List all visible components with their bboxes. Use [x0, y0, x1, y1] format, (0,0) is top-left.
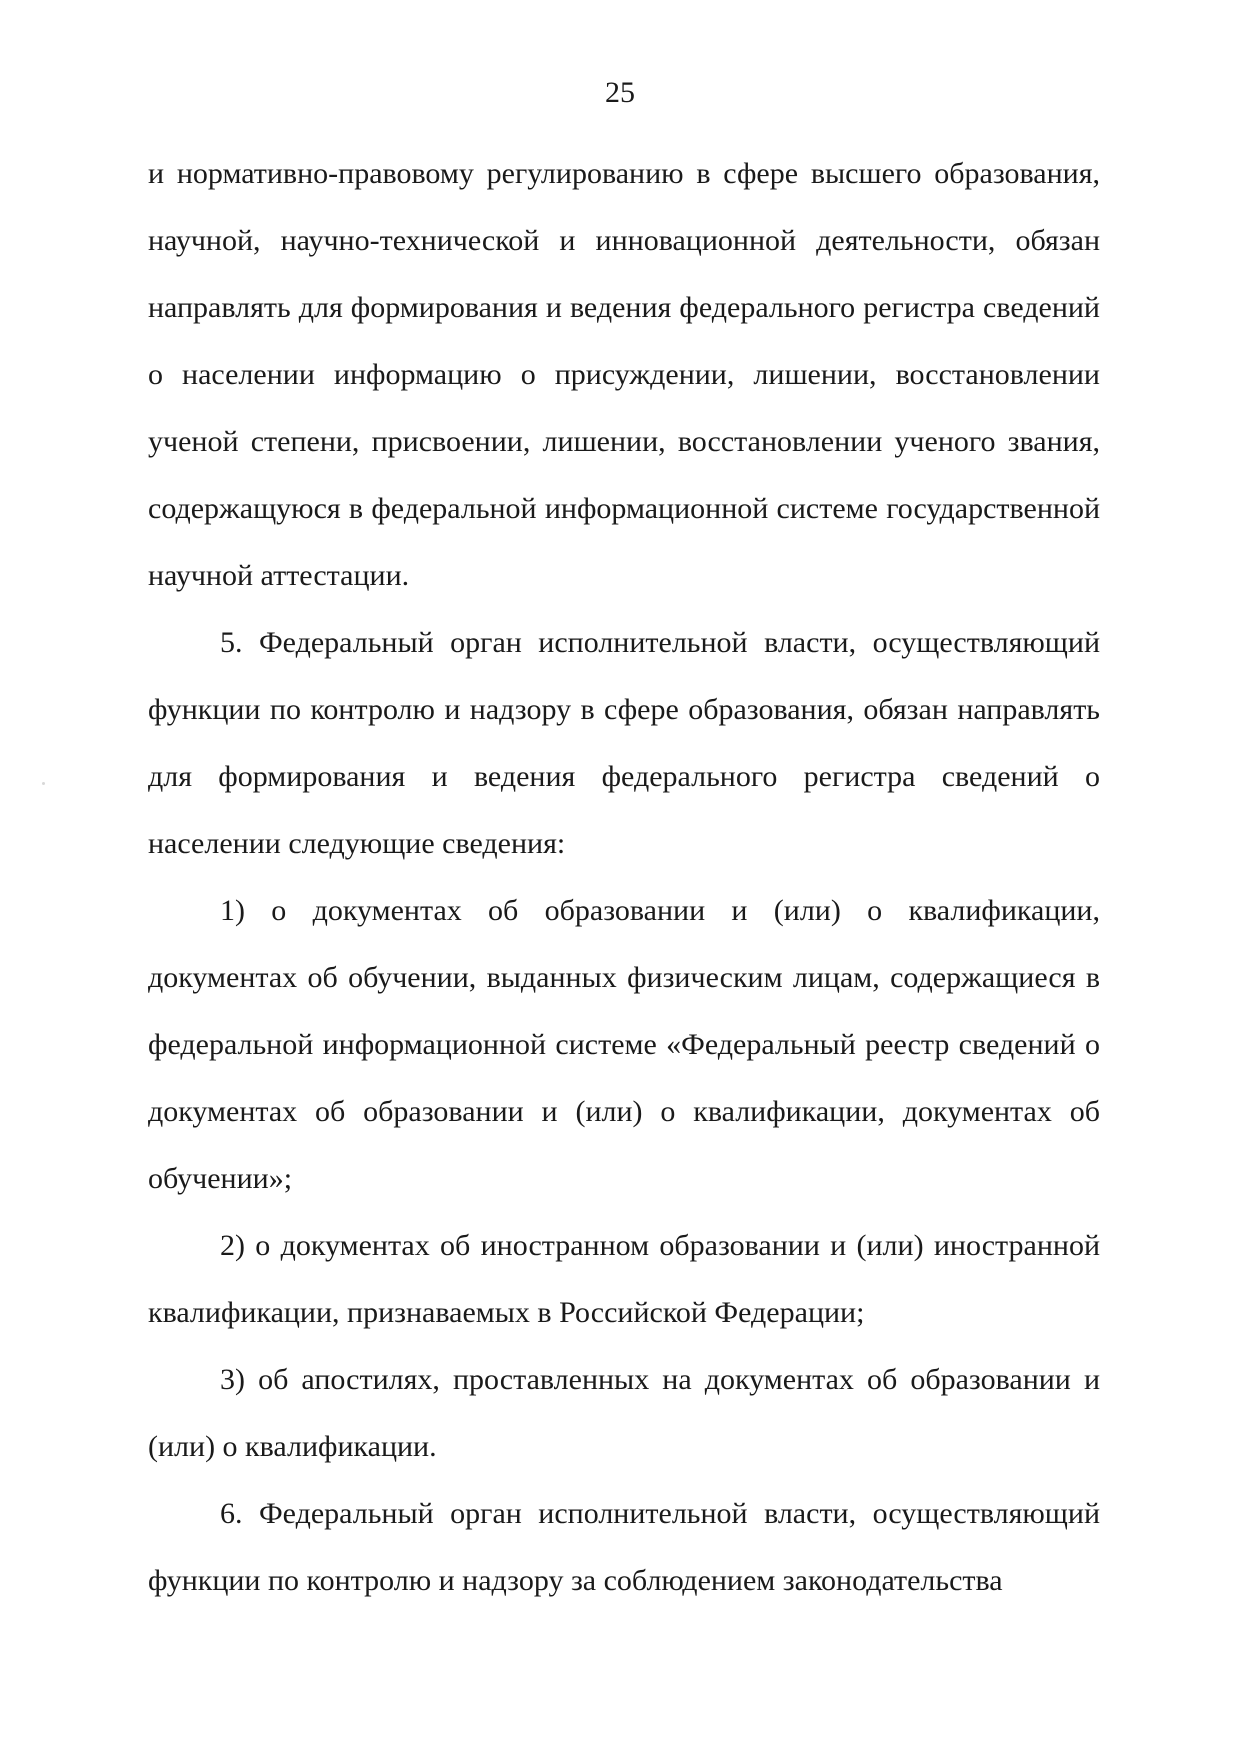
scan-speck — [42, 782, 45, 785]
document-body — [148, 140, 1100, 1614]
paragraph-item-5-3: 3) об апостилях, проставленных на документах об образовании и (или) о квалификации. — [148, 1363, 1100, 1463]
paragraph-item-6: 6. Федеральный орган исполнительной власти, осуществляющий функции по контролю и надзору за соблюдением законодательства — [148, 1497, 1100, 1597]
paragraph-continuation: и нормативно-правовому регулированию в сфере высшего образования, научной, научно-технической и инновационной деятельности, обязан направлять для формирования и ведения федерального регистра сведений о населении информацию о присуждении, лишении, восстановлении ученой степени, присвоении, лишении, восстановлении ученого звания, содержащуюся в федеральной информационной системе государственной научной аттестации. — [148, 157, 1100, 592]
paragraph-item-5-2: 2) о документах об иностранном образовании и (или) иностранной квалификации, признаваемых в Российской Федерации; — [148, 1229, 1100, 1329]
page-number: 25 — [605, 76, 635, 109]
paragraph-item-5-1: 1) о документах об образовании и (или) о квалификации, документах об обучении, выданных физическим лицам, содержащиеся в федеральной информационной системе «Федеральный реестр сведений о документах об образовании и (или) о квалификации, документах об обучении»; — [148, 894, 1100, 1195]
paragraph-item-5: 5. Федеральный орган исполнительной власти, осуществляющий функции по контролю и надзору в сфере образования, обязан направлять для формирования и ведения федерального регистра сведений о населении следующие сведения: — [148, 626, 1100, 860]
